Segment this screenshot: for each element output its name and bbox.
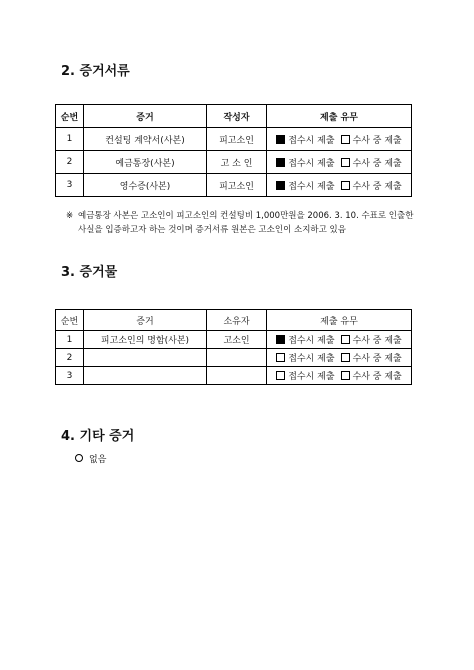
row-evidence: 예금통장(사본) — [84, 151, 207, 174]
row-evidence: 컨설팅 계약서(사본) — [84, 128, 207, 151]
submit-during-investigation-label: 수사 중 제출 — [352, 181, 402, 192]
header-author: 작성자 — [207, 105, 267, 128]
row-number: 1 — [56, 331, 84, 349]
submit-at-filing-option[interactable] — [276, 159, 334, 169]
table-row — [56, 367, 412, 385]
table-row — [56, 331, 412, 349]
section-title-other-evidence: 4. 기타 증거 — [61, 429, 135, 444]
table-row — [56, 174, 412, 197]
submit-during-investigation-option[interactable] — [341, 336, 402, 346]
submit-at-filing-label: 접수시 제출 — [288, 372, 335, 382]
checked-box-icon[interactable] — [276, 181, 285, 190]
evidence-note — [66, 209, 418, 237]
submit-during-investigation-option[interactable] — [341, 354, 402, 364]
header-submission: 제출 유무 — [267, 310, 412, 331]
row-owner — [207, 367, 267, 385]
evidence-documents-table — [55, 104, 412, 197]
row-number: 1 — [56, 128, 84, 151]
empty-box-icon[interactable] — [276, 353, 285, 362]
row-evidence — [84, 367, 207, 385]
row-submission-options — [267, 151, 412, 174]
submit-during-investigation-option[interactable] — [341, 182, 402, 192]
other-evidence-text: 없음 — [89, 455, 107, 465]
physical-evidence-table — [55, 309, 412, 385]
row-author: 고 소 인 — [207, 151, 267, 174]
table-row — [56, 128, 412, 151]
empty-box-icon[interactable] — [341, 353, 350, 362]
row-owner — [207, 349, 267, 367]
row-submission-options — [267, 367, 412, 385]
submit-during-investigation-label: 수사 중 제출 — [352, 372, 402, 382]
row-evidence: 피고소인의 명함(사본) — [84, 331, 207, 349]
row-owner: 고소인 — [207, 331, 267, 349]
submit-at-filing-label: 접수시 제출 — [288, 181, 335, 192]
note-text: 예금통장 사본은 고소인이 피고소인의 컨설팅비 1,000만원을 2006. 3. 10. 수표로 인출한 사실을 입증하고자 하는 것이며 증거서류 원본은 고소인이 소지하고 있음 — [78, 211, 414, 235]
empty-box-icon[interactable] — [341, 181, 350, 190]
empty-box-icon[interactable] — [341, 158, 350, 167]
submit-during-investigation-label: 수사 중 제출 — [352, 135, 402, 146]
row-author: 피고소인 — [207, 174, 267, 197]
row-number: 3 — [56, 174, 84, 197]
table-header-row — [56, 105, 412, 128]
empty-box-icon[interactable] — [341, 135, 350, 144]
submit-at-filing-option[interactable] — [276, 354, 334, 364]
header-no: 순번 — [56, 310, 84, 331]
submit-at-filing-label: 접수시 제출 — [288, 135, 335, 146]
empty-box-icon[interactable] — [341, 335, 350, 344]
checked-box-icon[interactable] — [276, 135, 285, 144]
empty-box-icon[interactable] — [341, 371, 350, 380]
row-evidence — [84, 349, 207, 367]
submit-at-filing-label: 접수시 제출 — [288, 336, 335, 346]
submit-during-investigation-option[interactable] — [341, 136, 402, 146]
header-owner: 소유자 — [207, 310, 267, 331]
submit-during-investigation-option[interactable] — [341, 159, 402, 169]
submit-during-investigation-label: 수사 중 제출 — [352, 158, 402, 169]
section-title-evidence-documents: 2. 증거서류 — [61, 64, 130, 79]
submit-at-filing-label: 접수시 제출 — [288, 158, 335, 169]
submit-during-investigation-label: 수사 중 제출 — [352, 336, 402, 346]
submit-at-filing-option[interactable] — [276, 136, 334, 146]
table-row — [56, 349, 412, 367]
row-number: 2 — [56, 151, 84, 174]
row-author: 피고소인 — [207, 128, 267, 151]
table-header-row — [56, 310, 412, 331]
row-submission-options — [267, 331, 412, 349]
table-row — [56, 151, 412, 174]
checked-box-icon[interactable] — [276, 158, 285, 167]
submit-at-filing-option[interactable] — [276, 182, 334, 192]
other-evidence-item — [75, 452, 106, 465]
header-evidence: 증거 — [84, 310, 207, 331]
row-submission-options — [267, 128, 412, 151]
submit-at-filing-option[interactable] — [276, 372, 334, 382]
row-evidence: 영수증(사본) — [84, 174, 207, 197]
header-submission: 제출 유무 — [267, 105, 412, 128]
empty-box-icon[interactable] — [276, 371, 285, 380]
row-submission-options — [267, 349, 412, 367]
submit-during-investigation-label: 수사 중 제출 — [352, 354, 402, 364]
submit-during-investigation-option[interactable] — [341, 372, 402, 382]
section-title-physical-evidence: 3. 증거물 — [61, 265, 118, 280]
row-number: 2 — [56, 349, 84, 367]
submit-at-filing-label: 접수시 제출 — [288, 354, 335, 364]
row-submission-options — [267, 174, 412, 197]
header-no: 순번 — [56, 105, 84, 128]
checked-box-icon[interactable] — [276, 335, 285, 344]
row-number: 3 — [56, 367, 84, 385]
note-mark: ※ — [66, 211, 74, 221]
header-evidence: 증거 — [84, 105, 207, 128]
submit-at-filing-option[interactable] — [276, 336, 334, 346]
circle-bullet-icon — [75, 454, 83, 462]
